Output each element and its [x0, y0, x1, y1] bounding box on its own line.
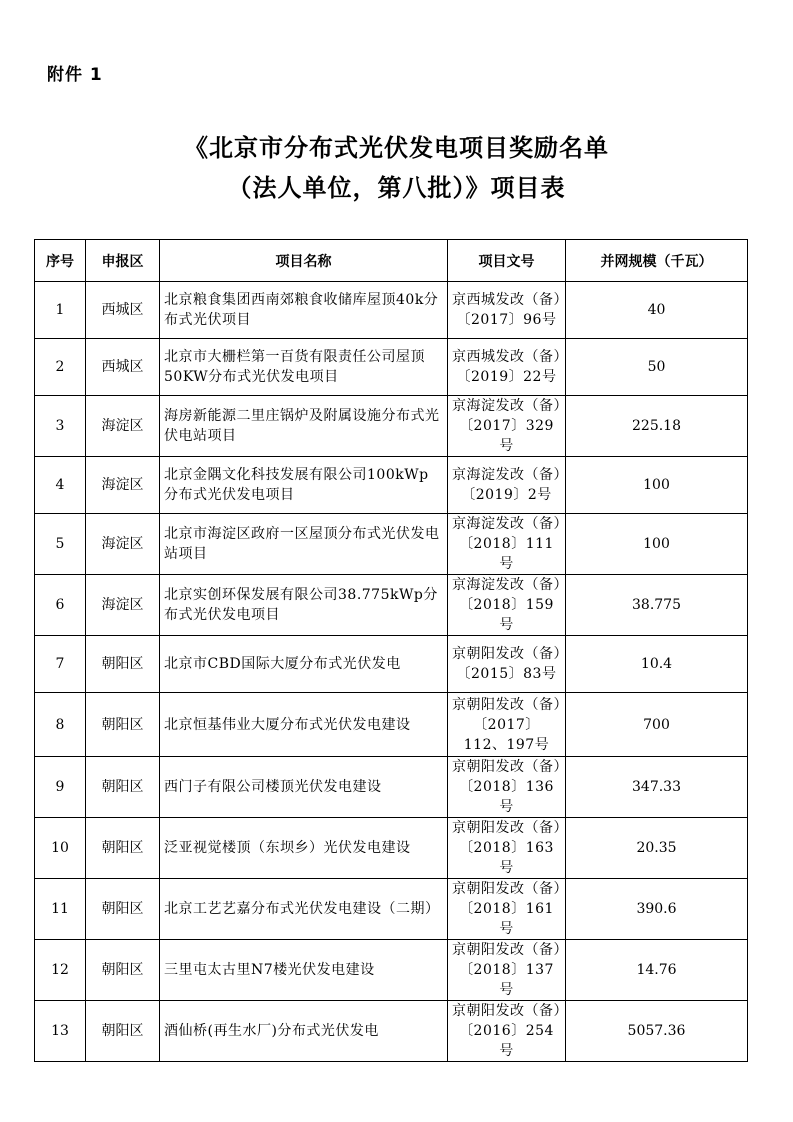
row-district: 海淀区: [86, 575, 160, 636]
row-index: 3: [35, 396, 86, 457]
row-index: 9: [35, 757, 86, 818]
row-capacity: 14.76: [566, 940, 748, 1001]
document-title-line2: （法人单位，第八批）》项目表: [227, 174, 566, 202]
row-capacity: 100: [566, 457, 748, 514]
row-district: 朝阳区: [86, 879, 160, 940]
row-document-number: 京朝阳发改（备）〔2015〕83号: [448, 636, 566, 693]
row-capacity: 40: [566, 282, 748, 339]
row-capacity: 390.6: [566, 879, 748, 940]
row-document-number: 京朝阳发改（备）〔2018〕136号: [448, 757, 566, 818]
row-index: 5: [35, 514, 86, 575]
row-district: 朝阳区: [86, 757, 160, 818]
row-project-name: 北京粮食集团西南郊粮食收储库屋顶40k分布式光伏项目: [160, 282, 448, 339]
table-row: [35, 1001, 748, 1062]
table-row: [35, 514, 748, 575]
row-document-number: 京海淀发改（备）〔2018〕159号: [448, 575, 566, 636]
table-header-row: [35, 240, 748, 282]
row-district: 海淀区: [86, 457, 160, 514]
row-capacity: 347.33: [566, 757, 748, 818]
table-row: [35, 818, 748, 879]
row-index: 6: [35, 575, 86, 636]
table-row: [35, 396, 748, 457]
table-row: [35, 457, 748, 514]
attachment-label: 附件 1: [47, 65, 103, 85]
row-index: 13: [35, 1001, 86, 1062]
row-capacity: 5057.36: [566, 1001, 748, 1062]
column-header-project-name: 项目名称: [160, 240, 448, 282]
row-capacity: 10.4: [566, 636, 748, 693]
row-index: 12: [35, 940, 86, 1001]
row-district: 朝阳区: [86, 818, 160, 879]
row-document-number: 京朝阳发改（备）〔2018〕161号: [448, 879, 566, 940]
document-title-line1: 《北京市分布式光伏发电项目奖励名单: [184, 134, 609, 162]
row-district: 朝阳区: [86, 693, 160, 757]
row-project-name: 北京恒基伟业大厦分布式光伏发电建设: [160, 693, 448, 757]
row-district: 西城区: [86, 339, 160, 396]
table-row: [35, 339, 748, 396]
row-district: 海淀区: [86, 514, 160, 575]
row-document-number: 京朝阳发改（备）〔2018〕163号: [448, 818, 566, 879]
row-district: 朝阳区: [86, 940, 160, 1001]
row-document-number: 京朝阳发改（备）〔2017〕112、197号: [448, 693, 566, 757]
row-index: 8: [35, 693, 86, 757]
row-index: 2: [35, 339, 86, 396]
row-index: 7: [35, 636, 86, 693]
project-table: [34, 239, 748, 1062]
row-document-number: 京海淀发改（备）〔2018〕111号: [448, 514, 566, 575]
row-capacity: 700: [566, 693, 748, 757]
column-header-index: 序号: [35, 240, 86, 282]
row-index: 1: [35, 282, 86, 339]
row-project-name: 泛亚视觉楼顶（东坝乡）光伏发电建设: [160, 818, 448, 879]
column-header-capacity: 并网规模（千瓦）: [566, 240, 748, 282]
row-district: 西城区: [86, 282, 160, 339]
row-index: 4: [35, 457, 86, 514]
column-header-district: 申报区: [86, 240, 160, 282]
row-project-name: 三里屯太古里N7楼光伏发电建设: [160, 940, 448, 1001]
row-index: 11: [35, 879, 86, 940]
row-document-number: 京海淀发改（备）〔2017〕329号: [448, 396, 566, 457]
table-row: [35, 757, 748, 818]
row-document-number: 京西城发改（备）〔2019〕22号: [448, 339, 566, 396]
row-document-number: 京朝阳发改（备）〔2018〕137号: [448, 940, 566, 1001]
row-project-name: 酒仙桥(再生水厂)分布式光伏发电: [160, 1001, 448, 1062]
row-document-number: 京海淀发改（备）〔2019〕2号: [448, 457, 566, 514]
row-project-name: 北京金隅文化科技发展有限公司100kWp分布式光伏发电项目: [160, 457, 448, 514]
table-row: [35, 282, 748, 339]
row-project-name: 北京实创环保发展有限公司38.775kWp分布式光伏发电项目: [160, 575, 448, 636]
table-row: [35, 575, 748, 636]
row-index: 10: [35, 818, 86, 879]
table-row: [35, 879, 748, 940]
row-capacity: 225.18: [566, 396, 748, 457]
row-project-name: 北京市CBD国际大厦分布式光伏发电: [160, 636, 448, 693]
row-project-name: 北京市大栅栏第一百货有限责任公司屋顶50KW分布式光伏发电项目: [160, 339, 448, 396]
row-document-number: 京西城发改（备）〔2017〕96号: [448, 282, 566, 339]
table-row: [35, 636, 748, 693]
row-project-name: 北京市海淀区政府一区屋顶分布式光伏发电站项目: [160, 514, 448, 575]
column-header-document-number: 项目文号: [448, 240, 566, 282]
row-capacity: 100: [566, 514, 748, 575]
row-project-name: 海房新能源二里庄锅炉及附属设施分布式光伏电站项目: [160, 396, 448, 457]
table-row: [35, 940, 748, 1001]
row-capacity: 50: [566, 339, 748, 396]
table-row: [35, 693, 748, 757]
row-document-number: 京朝阳发改（备）〔2016〕254号: [448, 1001, 566, 1062]
row-district: 朝阳区: [86, 1001, 160, 1062]
row-project-name: 北京工艺艺嘉分布式光伏发电建设（二期）: [160, 879, 448, 940]
row-district: 朝阳区: [86, 636, 160, 693]
row-district: 海淀区: [86, 396, 160, 457]
row-capacity: 38.775: [566, 575, 748, 636]
row-project-name: 西门子有限公司楼顶光伏发电建设: [160, 757, 448, 818]
row-capacity: 20.35: [566, 818, 748, 879]
